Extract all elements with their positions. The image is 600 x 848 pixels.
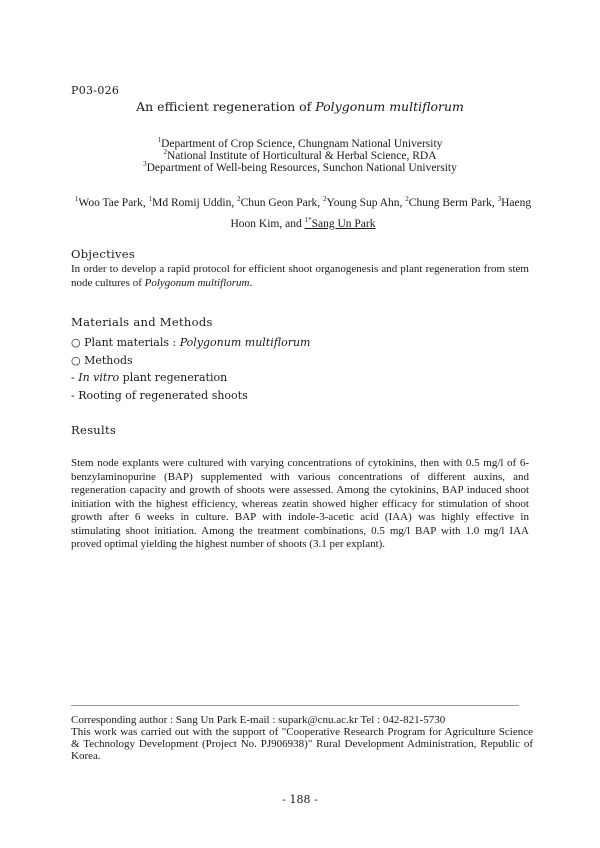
author-2-sup: 1 <box>148 195 153 203</box>
results-heading: Results <box>71 423 117 437</box>
methods-item-rooting: - Rooting of regenerated shoots <box>71 388 248 402</box>
author-5-sup: 2 <box>405 195 409 203</box>
affiliation-2 <box>0 150 600 162</box>
author-1: Woo Tae Park, <box>78 197 149 209</box>
affiliation-3-text: Department of Well-being Resources, Sunchon National University <box>146 162 457 174</box>
author-4: Young Sup Ahn, <box>326 197 406 209</box>
corresponding-author <box>305 218 376 230</box>
objectives-text <box>71 263 529 290</box>
results-text: Stem node explants were cultured with varying concentrations of cytokinins, then with 0.5 mg/l of 6-benzylaminopurine (BAP) supplemented with various concentrations of different auxins, and regeneration capacity and growth of shoots were assessed. Among the cytokinins, BAP induced shoot initiation with the highest efficiency, whereas zeatin showed higher efficacy for stimulation of shoot growth after 6 weeks in culture. BAP with indole-3-acetic acid (IAA) was highly effective in stimulating shoot initiation. Among the treatment combinations, 0.5 mg/l BAP with 1.0 mg/l IAA proved optimal yielding the highest number of shoots (3.1 per explant). <box>71 457 529 550</box>
methods-item-3-text: plant regeneration <box>119 371 228 384</box>
footnote-divider <box>71 705 519 706</box>
affiliation-1-text: Department of Crop Science, Chungnam National University <box>161 138 443 150</box>
affiliation-1 <box>0 138 600 150</box>
page-number: - 188 - <box>282 793 318 806</box>
methods-item-methods: ○ Methods <box>71 353 133 367</box>
objectives-heading: Objectives <box>71 247 136 261</box>
affiliation-2-sup: 2 <box>163 148 167 156</box>
corresponding-author-info: Corresponding author : Sang Un Park E-mail : supark@cnu.ac.kr Tel : 042-821-5730 <box>71 714 446 726</box>
author-1-sup: 1 <box>74 195 79 203</box>
author-6-sup: 3 <box>497 195 502 203</box>
methods-list <box>71 334 310 404</box>
funding-statement: This work was carried out with the support of "Cooperative Research Program for Agriculture Science & Technology Development (Project No. PJ906938)" Rural Development Administration, Republic of Korea. <box>71 726 533 762</box>
methods-item-plant-materials <box>71 334 310 352</box>
abstract-code: P03-026 <box>71 84 120 97</box>
objectives-species: Polygonum multiflorum <box>144 276 250 289</box>
objectives-text-main: In order to develop a rapid protocol for efficient shoot organogenesis and plant regeneration from stem node cultures of <box>71 263 529 289</box>
author-7-sup: 1* <box>304 216 312 224</box>
affiliation-3 <box>0 162 600 174</box>
methods-item-3-italic: In vitro <box>78 371 120 384</box>
author-2: Md Romij Uddin, <box>152 197 238 209</box>
title-species: Polygonum multiflorum <box>315 99 464 114</box>
methods-heading: Materials and Methods <box>71 315 213 329</box>
author-3: Chun Geon Park, <box>240 197 324 209</box>
author-list <box>68 193 538 235</box>
author-5: Chung Berm Park, <box>408 197 498 209</box>
author-4-sup: 2 <box>323 195 327 203</box>
paper-title <box>0 99 600 114</box>
author-6: Haeng Hoon Kim, and <box>230 197 532 230</box>
methods-item-1-species: Polygonum multiflorum <box>179 336 311 349</box>
affiliation-3-sup: 3 <box>143 160 147 168</box>
affiliations <box>0 138 600 174</box>
methods-item-regeneration <box>71 369 310 387</box>
author-3-sup: 2 <box>237 195 241 203</box>
objectives-text-end: . <box>249 276 253 289</box>
footnote <box>71 714 533 762</box>
title-text: An efficient regeneration of <box>136 99 316 114</box>
methods-item-1-label: ○ Plant materials : <box>71 336 180 349</box>
methods-item-3-dash: - <box>71 371 79 384</box>
affiliation-1-sup: 1 <box>157 136 162 144</box>
affiliation-2-text: National Institute of Horticultural & Herbal Science, RDA <box>166 150 437 162</box>
author-7: Sang Un Park <box>311 218 376 230</box>
